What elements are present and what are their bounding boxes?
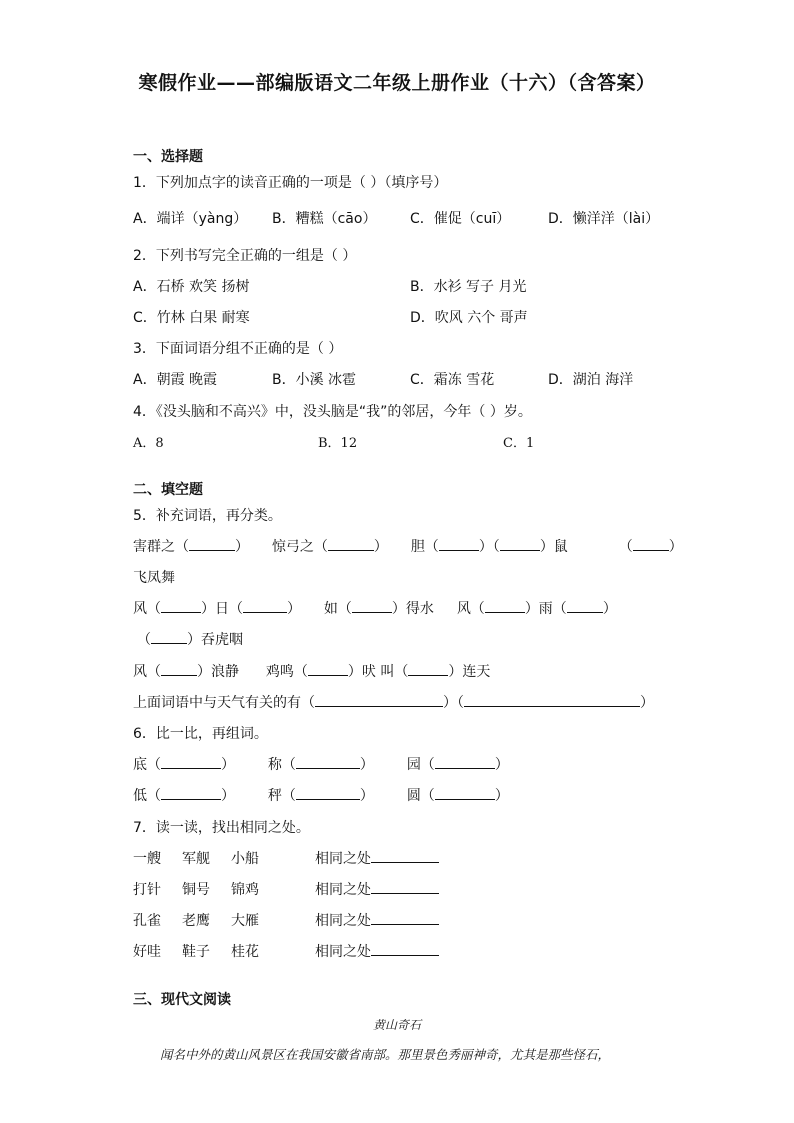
q7-row-3-word-2: 老鹰 xyxy=(182,913,210,929)
q5-row-3: 风（ ）日（ ） 如（ ）得水 风（ ）雨（ ） xyxy=(133,598,617,618)
q3-option-d: D．湖泊 海洋 xyxy=(548,372,634,388)
q7-row-2-word-3: 锦鸡 xyxy=(231,882,259,898)
question-4-stem: 4．《没头脑和不高兴》中，没头脑是“我”的邻居，今年（ ）岁。 xyxy=(133,404,532,420)
q6-row-2: 低（ ） 秤（ ） 圆（ ） xyxy=(133,785,509,805)
reading-paragraph: 闻名中外的黄山风景区在我国安徽省南部。那里景色秀丽神奇，尤其是那些怪石， xyxy=(160,1047,611,1062)
question-2-stem: 2．下列书写完全正确的一组是（ ） xyxy=(133,248,357,264)
answer-blank[interactable] xyxy=(328,536,374,551)
q1-option-c: C．催促（cuī） xyxy=(410,211,511,227)
answer-blank[interactable] xyxy=(371,848,439,863)
question-1-stem: 1．下列加点字的读音正确的一项是（ ）（填序号） xyxy=(133,175,448,191)
answer-blank[interactable] xyxy=(500,536,540,551)
answer-blank[interactable] xyxy=(161,661,197,676)
answer-blank[interactable] xyxy=(296,785,360,800)
q2-option-b: B．水衫 写子 月光 xyxy=(410,279,527,295)
q3-option-a: A．朝霞 晚霞 xyxy=(133,372,218,388)
answer-blank[interactable] xyxy=(315,692,443,707)
q5-row-6: 上面词语中与天气有关的有（ ）（ ） xyxy=(133,692,654,712)
q5-row-2: 飞凤舞 xyxy=(133,570,175,586)
q7-row-4-answer: 相同之处 xyxy=(315,941,439,961)
reading-title: 黄山奇石 xyxy=(372,1018,421,1032)
q2-option-a: A．石桥 欢笑 扬树 xyxy=(133,279,250,295)
q5-row-1: 害群之（ ） 惊弓之（ ） 胆（ ）（ ）鼠 （ ） xyxy=(133,536,683,556)
q7-row-1-word-2: 军舰 xyxy=(182,851,210,867)
q2-option-d: D．吹风 六个 哥声 xyxy=(410,310,528,326)
answer-blank[interactable] xyxy=(485,598,525,613)
q7-row-2-word-1: 打针 xyxy=(133,882,161,898)
q7-row-1-word-3: 小船 xyxy=(231,851,259,867)
q7-row-2-answer: 相同之处 xyxy=(315,879,439,899)
answer-blank[interactable] xyxy=(161,598,201,613)
question-7-stem: 7．读一读，找出相同之处。 xyxy=(133,820,310,836)
question-5-stem: 5．补充词语，再分类。 xyxy=(133,508,282,524)
q1-option-b: B．糟糕（cāo） xyxy=(272,211,377,227)
answer-blank[interactable] xyxy=(243,598,287,613)
q3-option-c: C．霜冻 雪花 xyxy=(410,372,495,388)
q7-row-1-word-1: 一艘 xyxy=(133,851,161,867)
question-3-stem: 3．下面词语分组不正确的是（ ） xyxy=(133,341,343,357)
q1-option-a: A．端详（yàng） xyxy=(133,211,248,227)
answer-blank[interactable] xyxy=(371,941,439,956)
answer-blank[interactable] xyxy=(439,536,479,551)
q7-row-1-answer: 相同之处 xyxy=(315,848,439,868)
answer-blank[interactable] xyxy=(633,536,669,551)
q7-row-4-word-1: 好哇 xyxy=(133,944,161,960)
answer-blank[interactable] xyxy=(371,910,439,925)
answer-blank[interactable] xyxy=(352,598,392,613)
q4-option-b: B．12 xyxy=(318,436,358,451)
answer-blank[interactable] xyxy=(151,629,187,644)
q5-row-5: 风（ ）浪静 鸡鸣（ ）吠 叫（ ）连天 xyxy=(133,661,490,681)
answer-blank[interactable] xyxy=(296,754,360,769)
answer-blank[interactable] xyxy=(435,754,495,769)
q4-option-c: C．1 xyxy=(503,436,535,451)
section-heading-fill: 二、填空题 xyxy=(133,482,203,498)
q7-row-2-word-2: 铜号 xyxy=(182,882,210,898)
section-heading-choice: 一、选择题 xyxy=(133,149,203,165)
answer-blank[interactable] xyxy=(189,536,235,551)
q1-option-d: D．懒洋洋（lài） xyxy=(548,211,660,227)
answer-blank[interactable] xyxy=(161,785,221,800)
q5-row-4: （ ）吞虎咽 xyxy=(137,629,243,649)
answer-blank[interactable] xyxy=(308,661,348,676)
q7-row-3-word-1: 孔雀 xyxy=(133,913,161,929)
question-6-stem: 6．比一比，再组词。 xyxy=(133,726,268,742)
answer-blank[interactable] xyxy=(464,692,640,707)
q6-row-1: 底（ ） 称（ ） 园（ ） xyxy=(133,754,509,774)
q3-option-b: B．小溪 冰雹 xyxy=(272,372,357,388)
answer-blank[interactable] xyxy=(567,598,603,613)
q7-row-4-word-2: 鞋子 xyxy=(182,944,210,960)
q7-row-3-word-3: 大雁 xyxy=(231,913,259,929)
section-heading-reading: 三、现代文阅读 xyxy=(133,992,231,1008)
q4-option-a: A．8 xyxy=(133,436,164,451)
q7-row-3-answer: 相同之处 xyxy=(315,910,439,930)
answer-blank[interactable] xyxy=(161,754,221,769)
q2-option-c: C．竹林 白果 耐寒 xyxy=(133,310,250,326)
answer-blank[interactable] xyxy=(371,879,439,894)
page-title: 寒假作业——部编版语文二年级上册作业（十六）（含答案） xyxy=(138,72,656,94)
q7-row-4-word-3: 桂花 xyxy=(231,944,259,960)
answer-blank[interactable] xyxy=(408,661,448,676)
answer-blank[interactable] xyxy=(435,785,495,800)
